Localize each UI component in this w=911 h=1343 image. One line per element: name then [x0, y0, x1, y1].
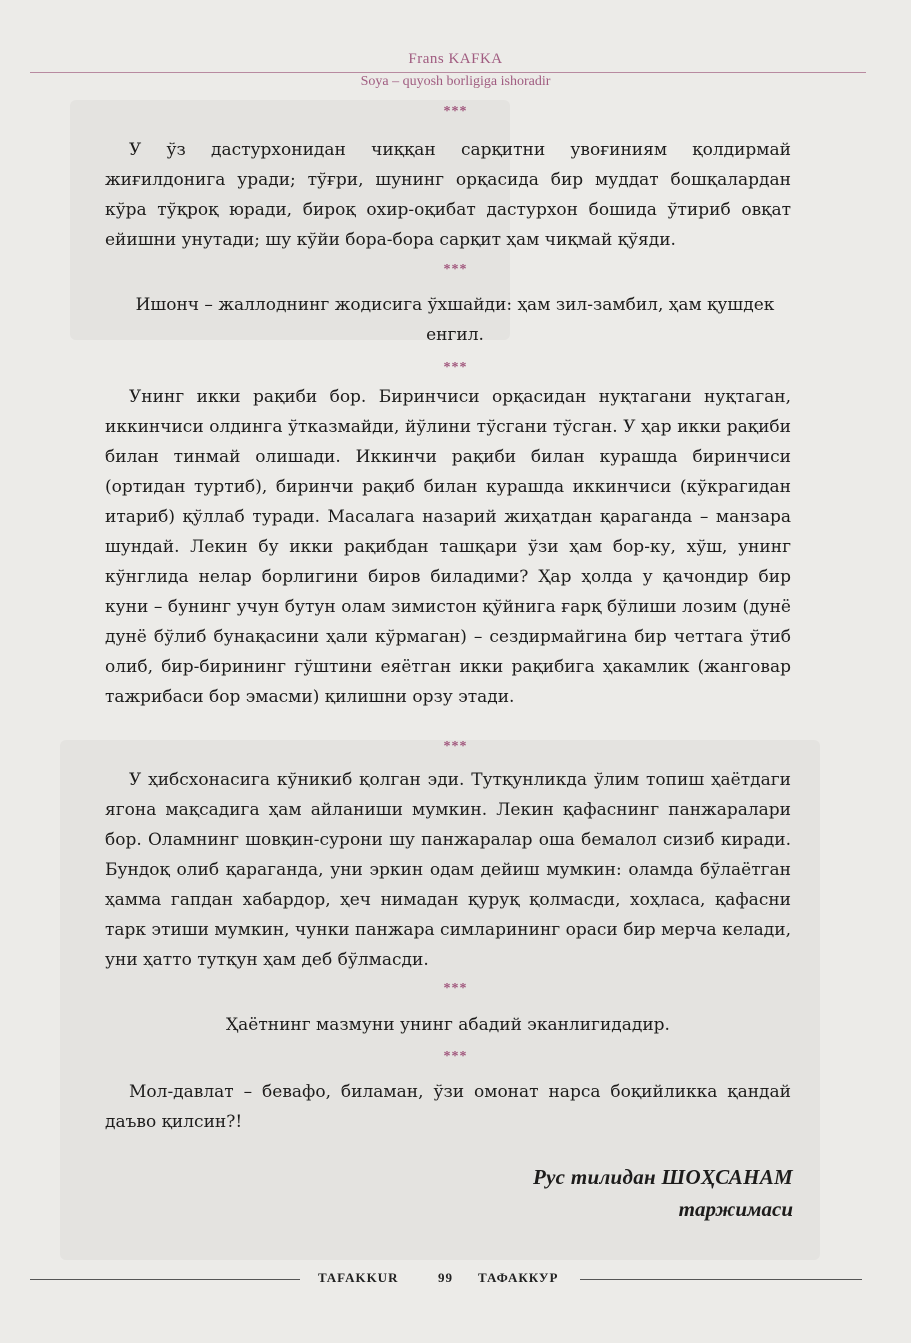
aphorism-paragraph: У ўз дастурхонидан чиққан сарқитни увоғиниям қолдирмай жиғилдонига уради; тўғри, шунинг орқасида бир муддат бошқалардан кўра тўқроқ юради, бироқ охир-оқибат дастурхон бошида ўтириб овқат ейишни унутади; шу кўйи бора-бора сарқит ҳам чиқмай қўяди. — [105, 140, 791, 250]
footer-journal-latin: TAFAKKUR — [318, 1270, 399, 1285]
section-separator: *** — [443, 262, 468, 277]
running-head-author: Frans KAFKA — [408, 51, 503, 67]
aphorism-paragraph: Мол-давлат – бевафо, биламан, ўзи омонат нарса боқийликка қандай даъво қилсин?! — [105, 1082, 791, 1132]
section-separator: *** — [443, 739, 468, 754]
header-rule — [30, 72, 866, 73]
aphorism-paragraph: Ҳаётнинг мазмуни унинг абадий эканлигидадир. — [226, 1015, 670, 1035]
aphorism-paragraph: Ишонч – жаллоднинг жодисига ўхшайди: ҳам зил-замбил, ҳам қушдек енгил. — [135, 295, 775, 345]
page-footer — [0, 1269, 911, 1289]
translator-credit — [533, 1161, 793, 1225]
footer-journal-cyrillic: ТАФАККУР — [478, 1270, 559, 1285]
footer-rule-right — [580, 1279, 862, 1280]
aphorism-paragraph: Унинг икки рақиби бор. Биринчиси орқасидан нуқтагани нуқтаган, иккинчиси олдинга ўтказмайди, йўлини тўсгани тўсган. У ҳар икки рақиби билан тинмай олишади. Иккинчи рақиби билан курашда биринчиси (ортидан туртиб), биринчи рақиб билан курашда иккинчиси (кўкрагидан итариб) қўллаб туради. Масалага назарий жиҳатдан қараганда – манзара шундай. Лекин бу икки рақибдан ташқари ўзи ҳам бор-ку, хўш, унинг кўнглида нелар борлигини биров биладими? Ҳар ҳолда у қачондир бир куни – бунинг учун бутун олам зимистон қўйнига ғарқ бўлиши лозим (дунё дунё бўлиб бунақасини ҳали кўрмаган) – сездирмайгина бир четтага ўтиб олиб, бир-бирининг гўштини еяётган икки рақибига ҳакамлик (жанговар тажрибаси бор эмасми) қилишни орзу этади. — [105, 387, 791, 707]
section-separator: *** — [443, 1049, 468, 1064]
section-separator: *** — [443, 981, 468, 996]
translator-credit-line1: Рус тилидан ШОҲСАНАМ — [532, 1165, 793, 1189]
footer-rule-left — [30, 1279, 300, 1280]
section-separator: *** — [443, 360, 468, 375]
translator-credit-line2: таржимаси — [678, 1197, 793, 1221]
page-number: 99 — [438, 1270, 453, 1285]
section-separator: *** — [443, 104, 468, 119]
running-head-title: Soya – quyosh borligiga ishoradir — [360, 74, 551, 89]
aphorism-paragraph: У ҳибсхонасига кўникиб қолган эди. Тутқунликда ўлим топиш ҳаётдаги ягона мақсадига ҳам айланиши мумкин. Лекин қафаснинг панжаралари бор. Оламнинг шовқин-сурони шу панжаралар оша бемалол сизиб киради. Бундоқ олиб қараганда, уни эркин одам дейиш мумкин: оламда бўлаётган ҳамма гапдан хабардор, ҳеч нимадан қуруқ қолмасди, хоҳласа, қафасни тарк этиши мумкин, чунки панжара симларининг ораси бир мерча келади, уни ҳатто тутқун ҳам деб бўлмасди. — [105, 770, 791, 970]
